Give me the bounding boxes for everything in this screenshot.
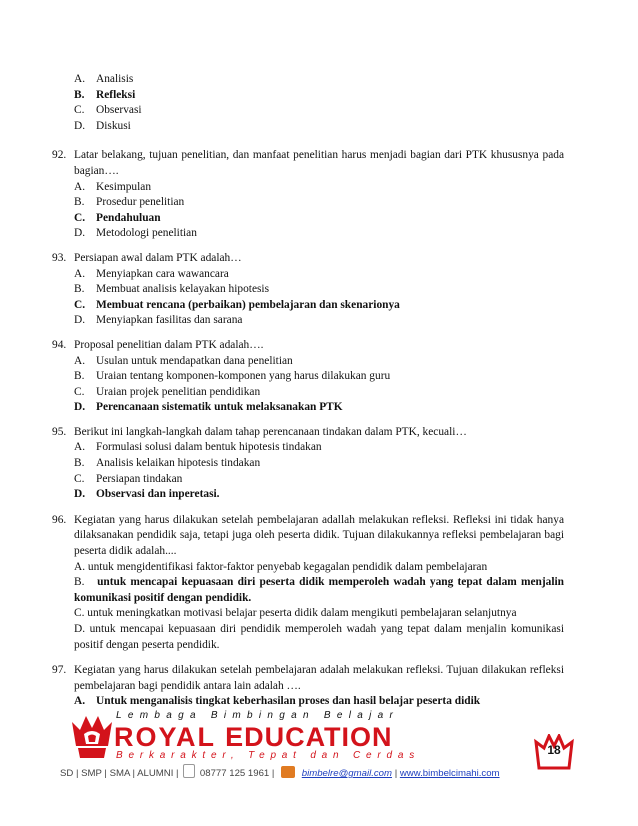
- option-a: A. Analisis: [74, 73, 134, 85]
- page-number: 18: [547, 743, 561, 757]
- website-link[interactable]: www.bimbelcimahi.com: [399, 768, 500, 779]
- q93-option-d: D. Menyiapkan fasilitas dan sarana: [74, 314, 243, 327]
- tagline-top: Lembaga Bimbingan Belajar: [116, 710, 400, 721]
- tagline-bottom: Berkarakter, Tepat dan Cerdas: [116, 750, 421, 761]
- q96-option-d: D. untuk mencapai kepuasaan diri pendidik memperoleh wadah yang tepat dalam menjalin komunikasi positif dengan peserta pendidik.: [74, 623, 564, 651]
- phone-icon: [183, 764, 195, 778]
- q96-options: [52, 560, 564, 654]
- q92-option-a: A. Kesimpulan: [74, 180, 152, 193]
- q94-option-c: C. Uraian projek penelitian pendidikan: [74, 385, 261, 398]
- q92-option-c-answer: C. Pendahuluan: [74, 211, 161, 224]
- q94-option-a: A. Usulan untuk mendapatkan dana penelitian: [74, 354, 293, 367]
- phone-number: 08777 125 1961 |: [199, 768, 275, 779]
- levels-text: SD | SMP | SMA | ALUMNI |: [60, 768, 179, 779]
- q92-option-b: B. Prosedur penelitian: [74, 196, 185, 209]
- contact-separator: |: [394, 768, 398, 779]
- brand-name: ROYAL EDUCATION: [114, 722, 393, 752]
- q96-option-a: A. untuk mengidentifikasi faktor-faktor penyebab kegagalan pendidik dalam pembelajaran: [74, 560, 488, 573]
- gmail-icon: [281, 766, 295, 778]
- q94-option-b: B. Uraian tentang komponen-komponen yang harus dilakukan guru: [74, 370, 391, 383]
- option-c: C. Observasi: [74, 104, 142, 117]
- q95-option-d-answer: D. Observasi dan inperetasi.: [74, 488, 220, 501]
- top-options: [52, 72, 564, 134]
- question-95: 95. Berikut ini langkah-langkah dalam tahap perencanaan tindakan dalam PTK, kecuali…: [52, 425, 467, 438]
- option-d: D. Diskusi: [74, 119, 131, 132]
- page-number-badge: [534, 734, 574, 770]
- crown-logo-icon: [70, 712, 114, 760]
- page-footer: [60, 700, 580, 786]
- q97-option-a-answer: A. Untuk menganalisis tingkat keberhasilan proses dan hasil belajar peserta didik: [74, 695, 481, 708]
- document-body: [52, 72, 564, 710]
- option-b-answer: B. Refleksi: [74, 88, 136, 101]
- q92-option-d: D. Metodologi penelitian: [74, 227, 197, 240]
- q93-option-b: B. Membuat analisis kelayakan hipotesis: [74, 283, 270, 296]
- email-link[interactable]: bimbelre@gmail.com: [301, 768, 393, 779]
- q94-option-d-answer: D. Perencanaan sistematik untuk melaksanakan PTK: [74, 401, 343, 414]
- q95-option-c: C. Persiapan tindakan: [74, 472, 183, 485]
- question-94: 94. Proposal penelitian dalam PTK adalah….: [52, 338, 264, 351]
- question-93: 93. Persiapan awal dalam PTK adalah…: [52, 251, 242, 264]
- q96-option-b-answer: B. untuk mencapai kepuasaan diri peserta didik memperoleh wadah yang tepat dalam menjalin komunikasi positif dengan pendidik.: [74, 576, 564, 604]
- q95-option-b: B. Analisis kelaikan hipotesis tindakan: [74, 457, 261, 470]
- question-92: 92. Latar belakang, tujuan penelitian, dan manfaat penelitian harus menjadi bagian dari PTK khususnya pada bagian….: [52, 149, 564, 177]
- q93-option-a: A. Menyiapkan cara wawancara: [74, 267, 229, 280]
- q93-option-c-answer: C. Membuat rencana (perbaikan) pembelajaran dan skenarionya: [74, 298, 400, 311]
- q95-option-a: A. Formulasi solusi dalam bentuk hipotesis tindakan: [74, 441, 322, 454]
- q96-option-c: C. untuk meningkatkan motivasi belajar peserta didik dalam mengikuti pembelajaran selanjutnya: [74, 607, 517, 620]
- contact-line: [60, 764, 560, 779]
- question-96: 96. Kegiatan yang harus dilakukan setelah pembelajaran adallah melakukan refleksi. Refleksi ini tidak hanya dilaksanakan pendidik saja, tetapi juga oleh peserta didik. Tujuan dilakukannya refleksi pembelajaran bagi peserta didik adalah....: [52, 513, 564, 558]
- question-97: 97. Kegiatan yang harus dilakukan setelah pembelajaran adalah melakukan refleksi. Tujuan dilakukan refleksi pembelajaran bagi pendidik antara lain adalah ….: [52, 664, 564, 692]
